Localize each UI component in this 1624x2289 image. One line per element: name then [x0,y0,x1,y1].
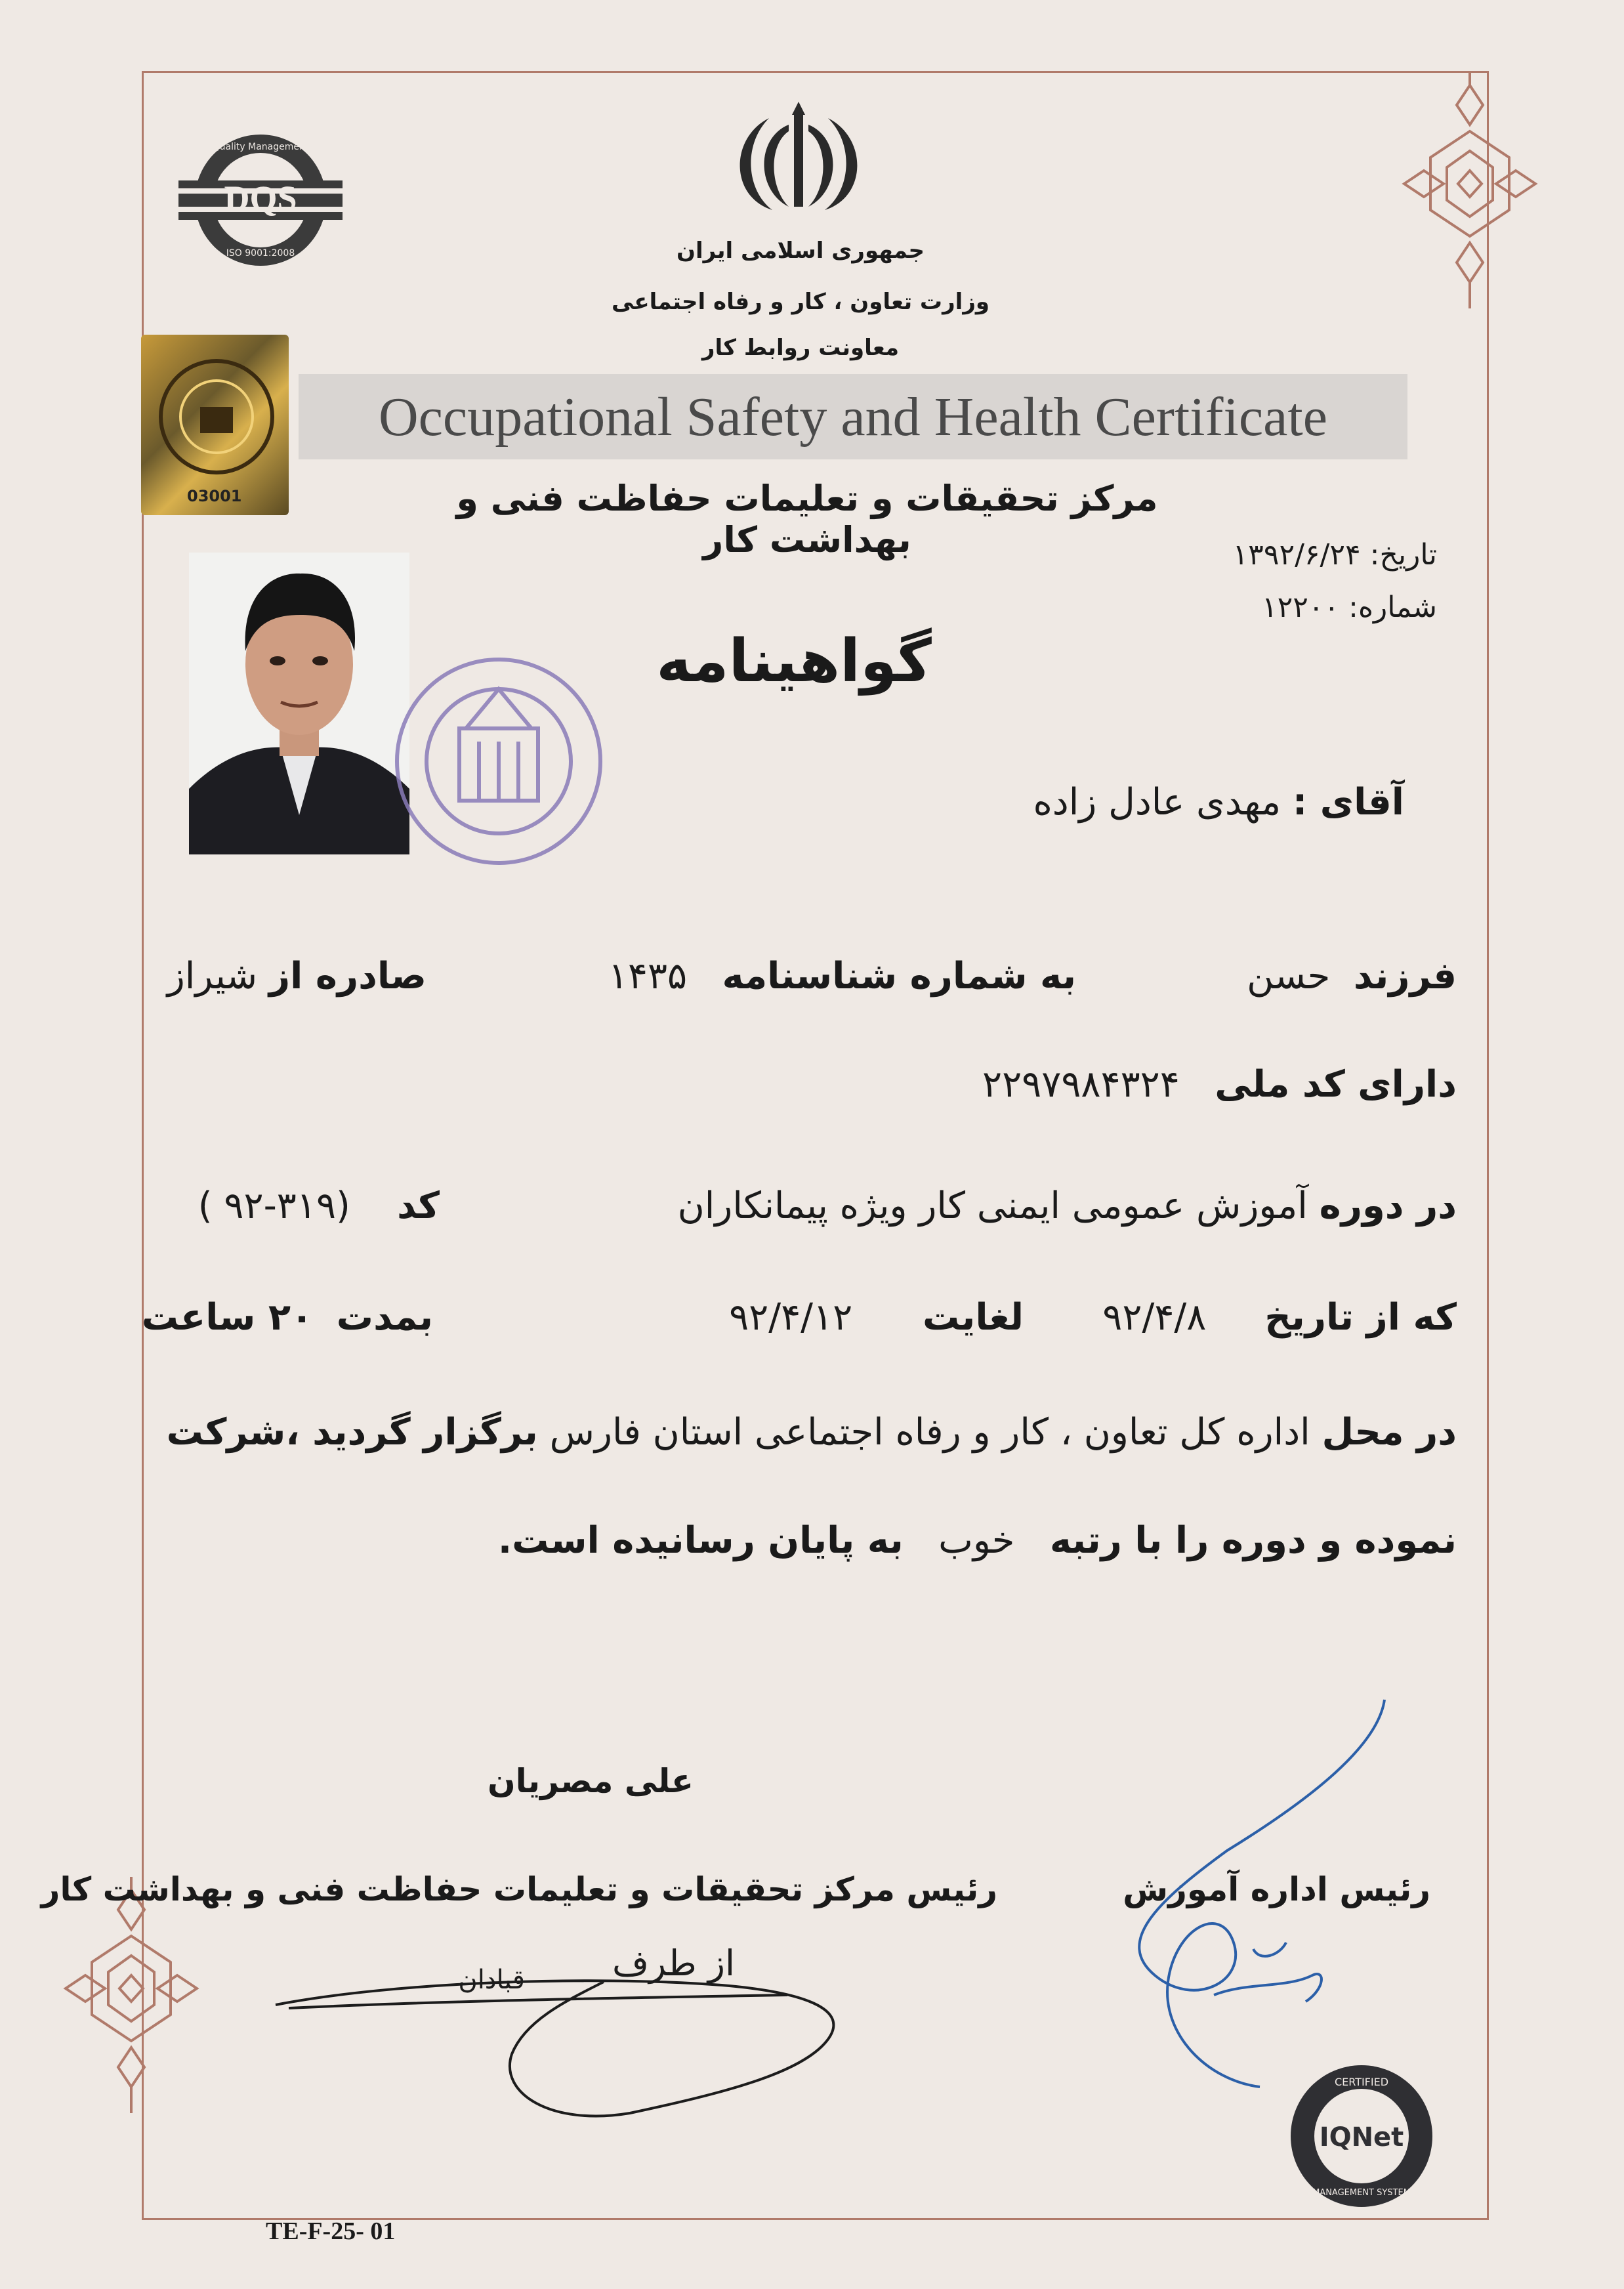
period-to-label: لغایت [923,1296,1024,1339]
signer-right-title: رئیس اداره آموزش [1123,1870,1430,1908]
period-from-label: که از تاریخ [1264,1296,1457,1339]
national-code-value: ۲۲۹۷۹۸۴۳۲۴ [982,1063,1180,1106]
holder-label: آقای : [1292,781,1404,824]
english-title: Occupational Safety and Health Certificate [299,374,1407,459]
iso-certification-logo-icon [172,125,349,276]
header-ministry: وزارت تعاون ، کار و رفاه اجتماعی [611,289,990,315]
iso-text: ISO 9001:2008 [226,248,295,259]
hologram-sticker [141,335,289,515]
location-value: اداره کل تعاون ، کار و رفاه اجتماعی استان فارس [549,1411,1310,1454]
iqnet-logo-icon [1286,2061,1437,2212]
completion-line [497,1519,1457,1562]
signature-right-icon [1115,1693,1411,2100]
father-label: فرزند [1353,955,1457,998]
form-code: TE-F-25- 01 [266,2217,396,2245]
period-from-value: ۹۲/۴/۸ [1102,1296,1207,1339]
date-label: تاریخ: [1369,538,1437,572]
course-label: در دوره [1319,1185,1457,1227]
completion-suffix: به پایان رسانیده است. [497,1519,904,1562]
course-line [656,1185,1457,1227]
id-number-value: ۱۴۳۵ [608,955,688,998]
iqnet-ring-bottom: MANAGEMENT SYSTEM [1312,2188,1411,2198]
duration-line [141,1296,433,1339]
ornament-bottom-left-icon [39,1877,223,2113]
signer-left-name: علی مصریان [487,1762,694,1800]
course-code-line [164,1185,440,1227]
iqnet-ring-top: CERTIFIED [1334,2076,1389,2088]
id-number-line [608,955,1076,998]
location-tail: برگزار گردید ،شرکت [166,1411,538,1454]
date-value: ۱۳۹۲/۶/۲۴ [1232,538,1361,572]
signer-left-title: رئیس مرکز تحقیقات و تعلیمات حفاظت فنی و بهداشت کار [41,1870,997,1908]
signature-left-icon [262,1923,892,2133]
period-to-line [656,1296,1024,1339]
certificate-title: گواهینامه [656,627,932,696]
issued-from-value: شیراز [167,955,258,998]
completion-grade: خوب [938,1519,1015,1562]
iqnet-text: IQNet [1319,2122,1404,2152]
holder-name: مهدی عادل زاده [1033,781,1281,824]
duration-value: ۲۰ ساعت [141,1296,314,1339]
center-name: مرکز تحقیقات و تعلیمات حفاظت فنی و بهداشت کار [456,478,1158,560]
course-value: آموزش عمومی ایمنی کار ویژه پیمانکاران [677,1185,1308,1227]
hologram-code: 03001 [187,487,242,505]
date-line [1115,538,1437,572]
qms-letters: DQS [224,178,297,218]
iran-emblem-icon [730,98,867,213]
national-code-label: دارای کد ملی [1215,1063,1457,1106]
national-code-line [853,1063,1457,1106]
location-line [166,1411,1457,1454]
number-label: شماره: [1348,591,1437,624]
signature-left-handwriting: از طرف [612,1942,735,1984]
header-deputy: معاونت روابط کار [701,335,900,361]
id-number-label: به شماره شناسنامه [722,955,1076,998]
duration-label: بمدت [336,1296,433,1339]
completion-prefix: نموده و دوره را با رتبه [1049,1519,1457,1562]
holder-line [787,781,1404,824]
number-line [1115,591,1437,624]
location-label: در محل [1322,1411,1457,1454]
official-stamp-icon [367,630,604,892]
number-value: ۱۲۲۰۰ [1261,591,1340,624]
qms-text: Quality Management [212,142,309,152]
course-code-value: (۳۱۹-۹۲ ) [198,1185,350,1227]
father-value: حسن [1247,955,1331,998]
course-code-label: کد [397,1185,440,1227]
issued-from-line [164,955,427,998]
period-to-value: ۹۲/۴/۱۲ [729,1296,853,1339]
ornament-top-right-icon [1378,72,1562,308]
hologram-emblem-icon [154,354,279,479]
period-from-line [1076,1296,1457,1339]
father-line [1115,955,1457,998]
signature-left-handwriting2: قبادان [458,1965,525,1995]
issued-from-label: صادره از [268,955,427,998]
header-country: جمهوری اسلامی ایران [676,238,925,264]
